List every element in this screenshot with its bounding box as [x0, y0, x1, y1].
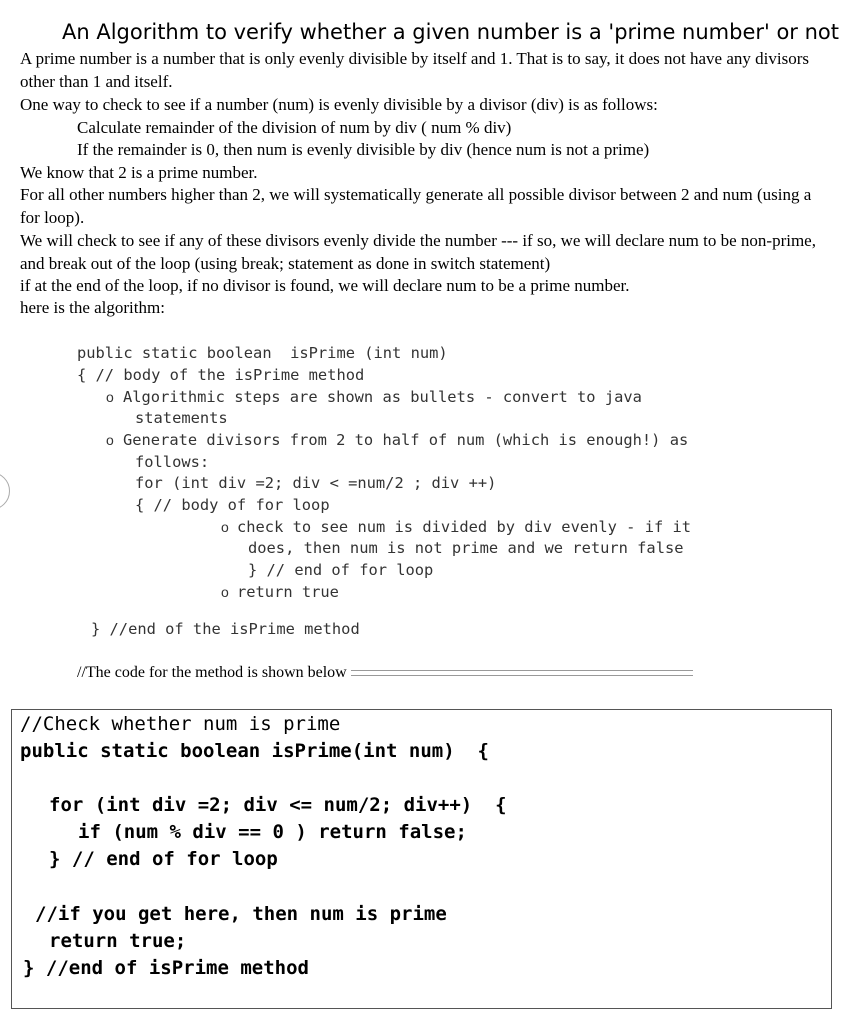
pseudo-for-body: { // body of for loop: [135, 496, 330, 514]
pseudo-for-header: for (int div =2; div < =num/2 ; div ++): [135, 474, 497, 492]
pseudo-bullet-2-cont: follows:: [135, 453, 210, 471]
pseudo-end-method: } //end of the isPrime method: [91, 620, 360, 638]
pseudo-open-brace: { // body of the isPrime method: [77, 366, 365, 384]
pseudo-bullet-1: Algorithmic steps are shown as bullets - convert to java: [123, 388, 642, 406]
intro-paragraph: A prime number is a number that is only evenly divisible by itself and 1. That is to say, it does not have any divisors other than 1 and itself.: [20, 49, 809, 91]
code-box: [11, 709, 832, 1009]
code-end-method: } //end of isPrime method: [23, 957, 309, 979]
code-divider-label: //The code for the method is shown below: [77, 664, 347, 681]
divider-line: [351, 670, 693, 676]
code-comment-prime: //if you get here, then num is prime: [35, 903, 447, 925]
body-end-of-loop: if at the end of the loop, if no divisor is found, we will declare num to be a prime number.: [20, 276, 630, 295]
bullet-icon: o: [106, 389, 114, 405]
step-remainder: Calculate remainder of the division of num by div ( num % div): [77, 118, 512, 137]
code-divider: [77, 664, 693, 682]
pseudo-check-step: check to see num is divided by div evenly - if it: [237, 518, 692, 536]
pseudo-return-true: return true: [237, 583, 339, 601]
page-title: An Algorithm to verify whether a given number is a 'prime number' or not: [62, 20, 839, 44]
body-check-divisors: We will check to see if any of these divisors evenly divide the number --- if so, we will declare num to be non-prime, and break out of the loop (using break; statement as done in switch statement): [20, 231, 816, 273]
code-signature: public static boolean isPrime(int num) {: [20, 740, 489, 762]
code-return-true: return true;: [49, 930, 187, 952]
body-two-is-prime: We know that 2 is a prime number.: [20, 163, 258, 182]
code-if-statement: if (num % div == 0 ) return false;: [78, 821, 467, 843]
pseudo-end-for: } // end of for loop: [248, 561, 434, 579]
step-zero-check: If the remainder is 0, then num is evenly divisible by div (hence num is not a prime): [77, 140, 650, 159]
bullet-icon: o: [106, 432, 114, 448]
pseudo-bullet-2: Generate divisors from 2 to half of num (which is enough!) as: [123, 431, 689, 449]
bullet-icon: o: [221, 519, 229, 535]
intro-method-sentence: One way to check to see if a number (num) is evenly divisible by a divisor (div) is as follows:: [20, 95, 658, 114]
code-for-loop: for (int div =2; div <= num/2; div++) {: [49, 794, 507, 816]
code-comment-check: //Check whether num is prime: [20, 713, 341, 735]
pseudo-check-step-cont: does, then num is not prime and we return false: [248, 539, 684, 557]
bullet-icon: o: [221, 584, 229, 600]
margin-arc: [0, 472, 10, 510]
code-end-for: } // end of for loop: [49, 848, 278, 870]
body-algorithm-intro: here is the algorithm:: [20, 298, 165, 317]
pseudo-signature: public static boolean isPrime (int num): [77, 344, 448, 362]
pseudo-bullet-1-cont: statements: [135, 409, 228, 427]
body-generate-divisors: For all other numbers higher than 2, we will systematically generate all possible divisor between 2 and num (using a for loop).: [20, 185, 812, 227]
